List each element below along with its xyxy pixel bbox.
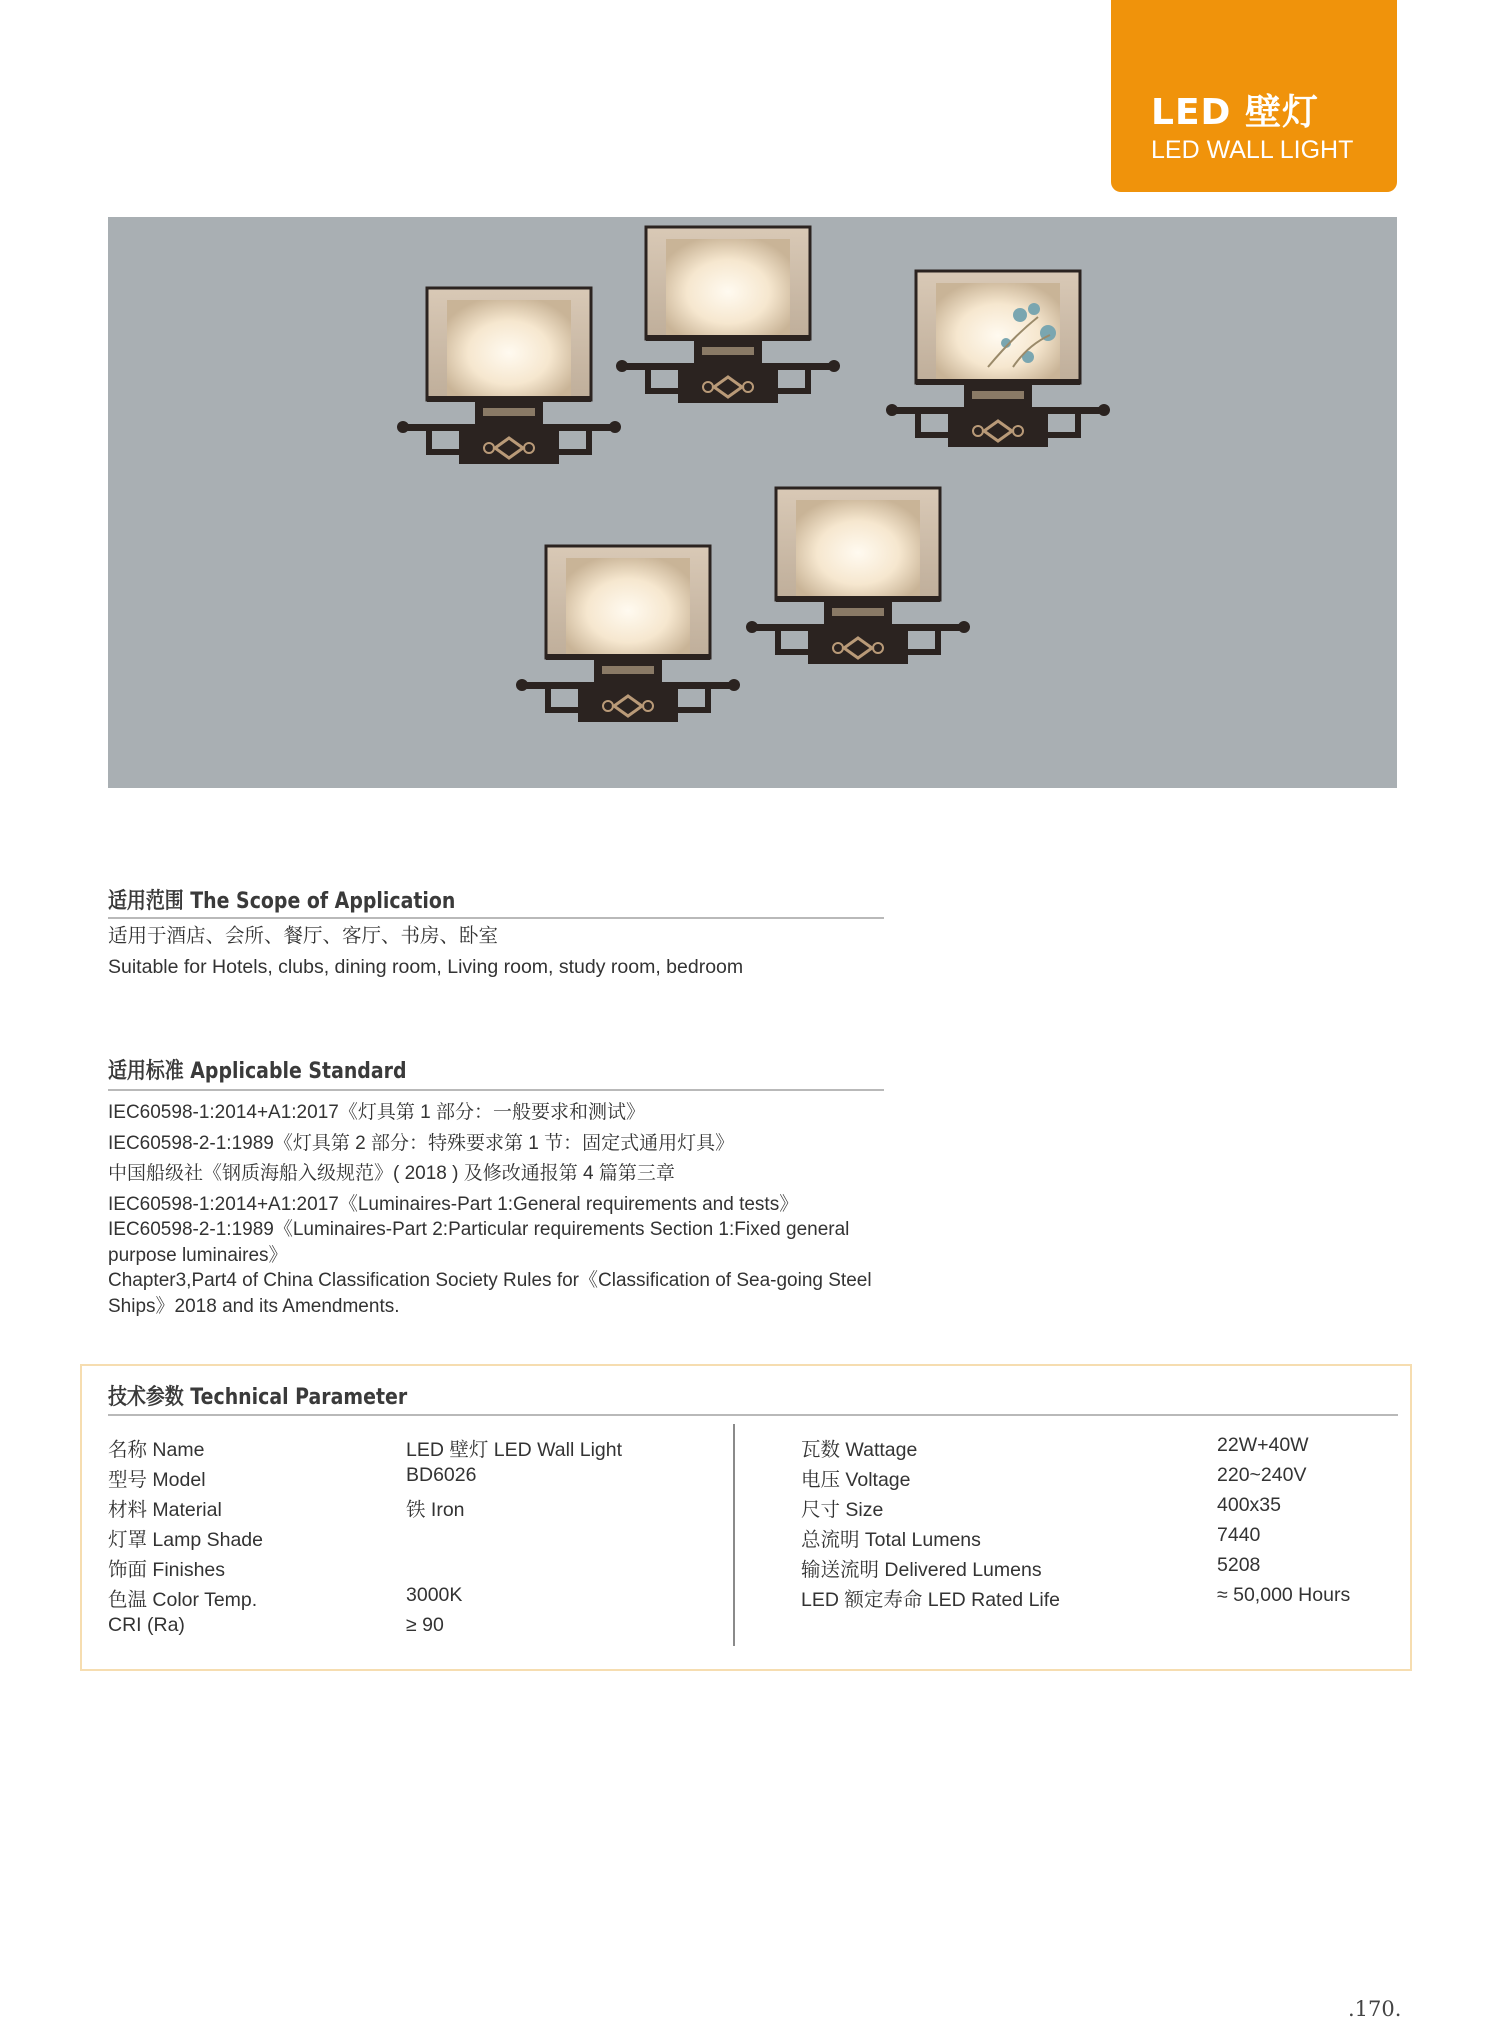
- technical-heading: 技术参数 Technical Parameter: [108, 1385, 408, 1410]
- param-value: ≈ 50,000 Hours: [1217, 1584, 1351, 1606]
- technical-parameter-box: [80, 1364, 1412, 1671]
- standard-line: IEC60598-1:2014+A1:2017《Luminaires-Part 1:General requirements and tests》: [108, 1193, 799, 1215]
- page-number: .170.: [1348, 1997, 1402, 2021]
- scope-heading: 适用范围 The Scope of Application: [108, 889, 456, 914]
- standard-line: 中国船级社《钢质海船入级规范》( 2018 ) 及修改通报第 4 篇第三章: [108, 1163, 675, 1184]
- param-value: 220~240V: [1217, 1464, 1307, 1486]
- param-value: 22W+40W: [1217, 1434, 1309, 1456]
- param-label: 饰面 Finishes: [108, 1559, 226, 1581]
- param-value: 5208: [1217, 1554, 1261, 1576]
- standard-divider: [108, 1089, 884, 1091]
- param-value: 3000K: [406, 1584, 463, 1606]
- param-label: 输送流明 Delivered Lumens: [801, 1559, 1042, 1581]
- category-title: LED 壁灯: [1151, 92, 1319, 133]
- param-label: 灯罩 Lamp Shade: [108, 1529, 264, 1551]
- param-value: 7440: [1217, 1524, 1261, 1546]
- standard-line: IEC60598-2-1:1989《Luminaires-Part 2:Particular requirements Section 1:Fixed general purpose luminaires》: [108, 1219, 850, 1266]
- scope-text-en: Suitable for Hotels, clubs, dining room, Living room, study room, bedroom: [108, 956, 744, 978]
- param-label: 色温 Color Temp.: [108, 1589, 258, 1611]
- param-label: 材料 Material: [108, 1499, 222, 1521]
- product-photo: [108, 217, 1397, 788]
- param-value: BD6026: [406, 1464, 477, 1486]
- standard-line: IEC60598-1:2014+A1:2017《灯具第 1 部分：一般要求和测试》: [108, 1102, 645, 1123]
- param-value: 400x35: [1217, 1494, 1281, 1516]
- scope-divider: [108, 917, 884, 919]
- column-divider: [733, 1424, 735, 1646]
- param-label: 瓦数 Wattage: [801, 1439, 918, 1461]
- standard-line: IEC60598-2-1:1989《灯具第 2 部分：特殊要求第 1 节：固定式通用灯具》: [108, 1132, 735, 1154]
- category-subtitle: LED WALL LIGHT: [1151, 136, 1354, 164]
- param-value: LED 壁灯 LED Wall Light: [406, 1439, 623, 1461]
- param-label: LED 额定寿命 LED Rated Life: [801, 1589, 1061, 1611]
- standard-heading: 适用标准 Applicable Standard: [108, 1059, 407, 1084]
- param-label: 电压 Voltage: [801, 1469, 911, 1491]
- param-label: CRI (Ra): [108, 1614, 185, 1636]
- standard-line: Chapter3,Part4 of China Classification Society Rules for《Classification of Sea-going Steel Ships》2018 and its Amendments.: [108, 1270, 872, 1317]
- technical-divider: [108, 1414, 1398, 1416]
- param-value: ≥ 90: [406, 1614, 444, 1636]
- param-label: 名称 Name: [108, 1439, 205, 1461]
- param-label: 型号 Model: [108, 1469, 206, 1491]
- param-label: 总流明 Total Lumens: [801, 1529, 981, 1551]
- param-value: 铁 Iron: [406, 1499, 465, 1521]
- scope-text-cn: 适用于酒店、会所、餐厅、客厅、书房、卧室: [108, 925, 499, 947]
- category-tab: [1111, 0, 1397, 192]
- standard-list: [108, 1100, 888, 1319]
- param-label: 尺寸 Size: [801, 1499, 884, 1521]
